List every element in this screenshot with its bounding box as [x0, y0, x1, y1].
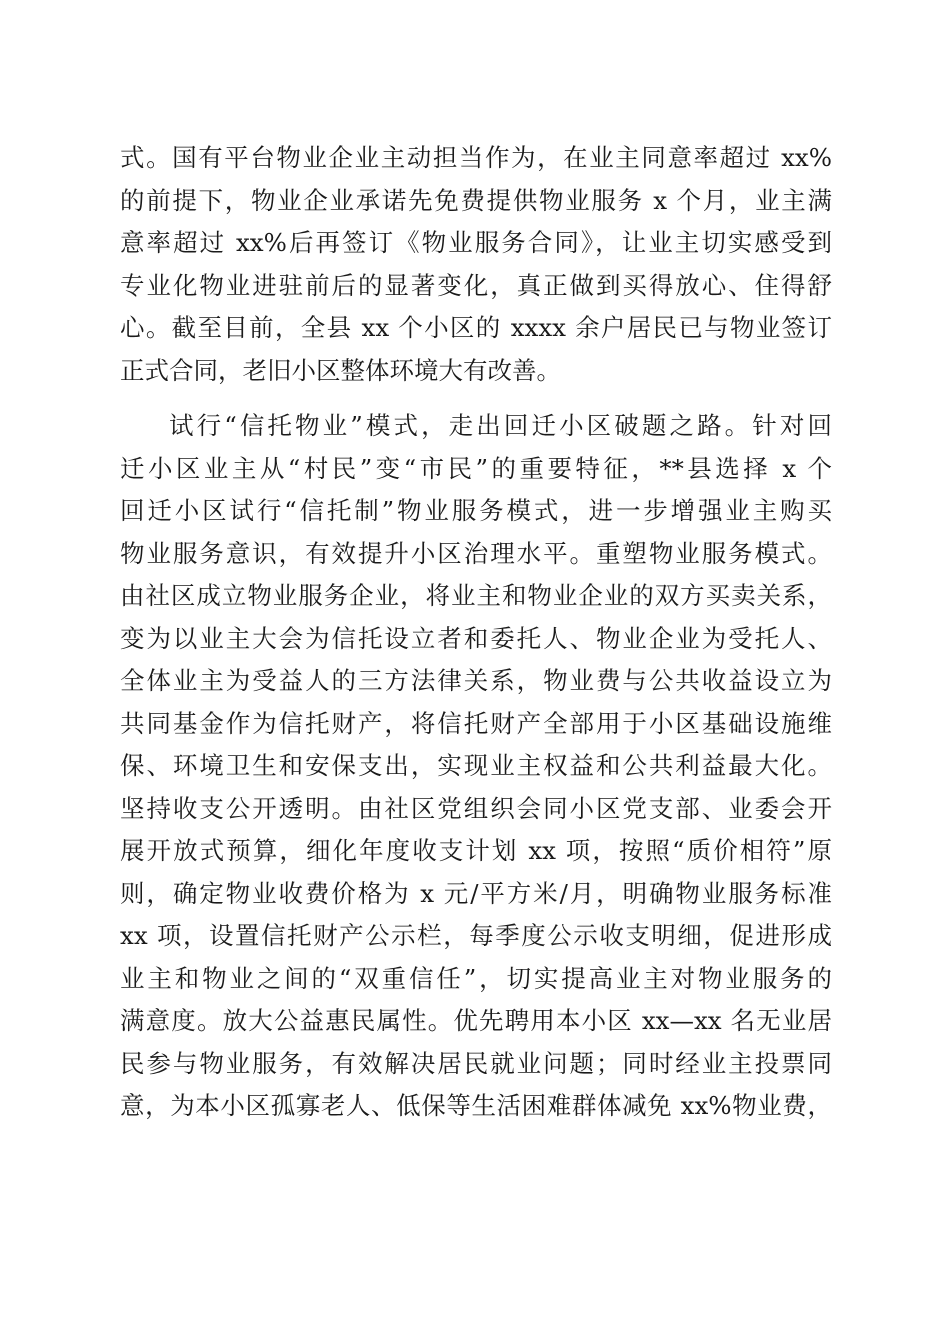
text-line: 全体业主为受益人的三方法律关系，物业费与公共收益设立为	[120, 666, 832, 695]
text-line: 民参与物业服务，有效解决居民就业问题；同时经业主投票同	[120, 1048, 832, 1078]
text-line: 意率超过 xx%后再签订《物业服务合同》，让业主切实感受到	[120, 228, 832, 257]
text-line: 正式合同，老旧小区整体环境大有改善。	[120, 355, 561, 385]
text-line: 变为以业主大会为信托设立者和委托人、物业企业为受托人、	[120, 623, 832, 653]
text-line-indented: 试行“信托物业”模式，走出回迁小区破题之路。针对回	[169, 411, 832, 440]
body-text	[120, 137, 832, 1128]
text-line: 物业服务意识，有效提升小区治理水平。重塑物业服务模式。	[120, 538, 832, 568]
text-line: 迁小区业主从“村民”变“市民”的重要特征，**县选择 x 个	[120, 453, 832, 483]
text-line: 则，确定物业收费价格为 x 元/平方米/月，明确物业服务标准	[120, 878, 832, 908]
text-line: 展开放式预算，细化年度收支计划 xx 项，按照“质价相符”原	[120, 836, 832, 865]
text-line: 由社区成立物业服务企业，将业主和物业企业的双方买卖关系，	[120, 581, 832, 610]
text-line: 心。截至目前，全县 xx 个小区的 xxxx 余户居民已与物业签订	[120, 313, 832, 342]
paragraph-1	[120, 137, 832, 392]
text-line: 式。国有平台物业企业主动担当作为，在业主同意率超过 xx%	[120, 143, 832, 172]
text-line: 业主和物业之间的“双重信任”，切实提高业主对物业服务的	[120, 963, 832, 993]
text-line: 的前提下，物业企业承诺先免费提供物业服务 x 个月，业主满	[120, 185, 832, 215]
text-line: 共同基金作为信托财产，将信托财产全部用于小区基础设施维	[120, 708, 832, 738]
text-line: 保、环境卫生和安保支出，实现业主权益和公共利益最大化。	[120, 751, 832, 780]
paragraph-2	[120, 405, 832, 1128]
text-line: 回迁小区试行“信托制”物业服务模式，进一步增强业主购买	[120, 496, 832, 525]
text-line: 坚持收支公开透明。由社区党组织会同小区党支部、业委会开	[120, 793, 832, 823]
text-line: xx 项，设置信托财产公示栏，每季度公示收支明细，促进形成	[120, 921, 832, 950]
text-line: 意，为本小区孤寡老人、低保等生活困难群体减免 xx%物业费，	[120, 1091, 832, 1120]
text-line: 专业化物业进驻前后的显著变化，真正做到买得放心、住得舒	[120, 270, 832, 300]
text-line: 满意度。放大公益惠民属性。优先聘用本小区 xx—xx 名无业居	[120, 1006, 832, 1035]
paragraph-gap	[120, 392, 832, 405]
